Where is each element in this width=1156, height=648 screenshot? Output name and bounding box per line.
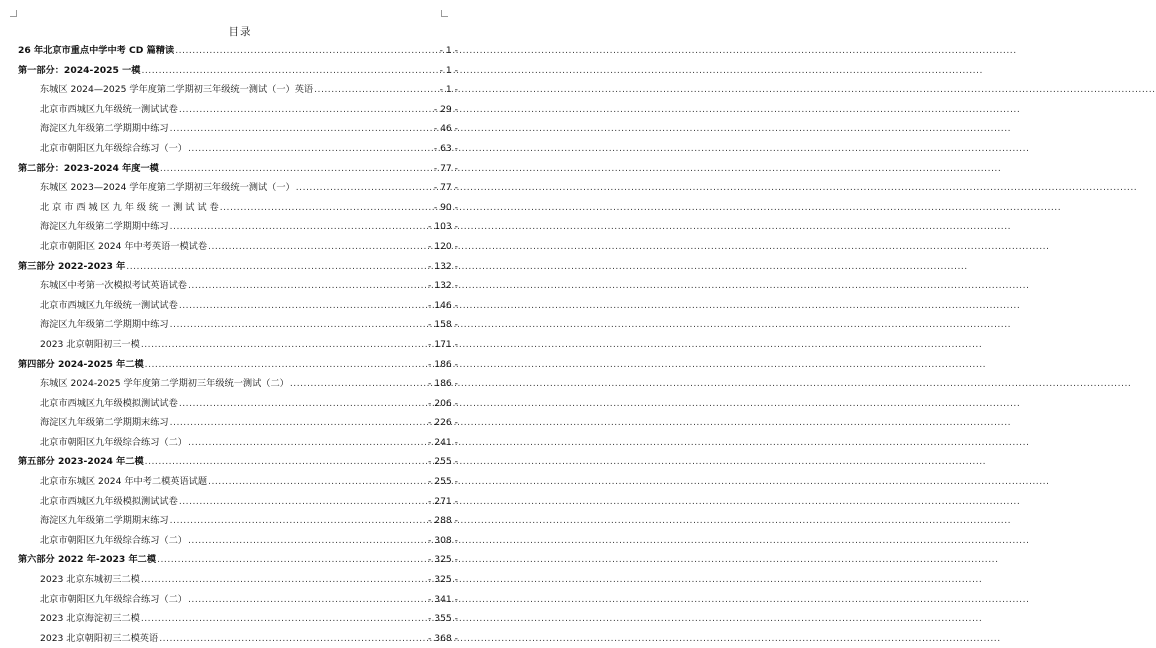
toc-leader-dots xyxy=(141,570,427,590)
toc-leader-dots xyxy=(159,629,427,648)
toc-entry-label: 海淀区九年级第二学期期末练习 xyxy=(40,515,169,527)
toc-entry[interactable] xyxy=(18,237,458,257)
toc-title: 目录 xyxy=(228,26,252,38)
toc-entry[interactable] xyxy=(18,139,458,159)
toc-entry-label: 2023 北京朝阳初三二模英语 xyxy=(40,632,159,644)
toc-leader-dots xyxy=(179,492,427,512)
toc-entry[interactable] xyxy=(18,413,458,433)
toc-leader-dots xyxy=(170,511,427,531)
toc-entry-label: 东城区 2023—2024 学年度第二学期初三年级统一测试（一） xyxy=(40,182,295,194)
toc-page-number: - 341 - xyxy=(427,593,458,605)
toc-leader-dots xyxy=(141,609,427,629)
toc-entry[interactable] xyxy=(18,80,458,100)
toc-entry-label: 北京市朝阳区九年级综合练习（二） xyxy=(40,534,187,546)
toc-leader-dots xyxy=(145,452,427,472)
toc-leader-dots xyxy=(160,159,433,179)
toc-entry[interactable] xyxy=(18,590,458,610)
page-corner-mark xyxy=(441,10,448,17)
toc-section-entry[interactable] xyxy=(18,355,458,375)
toc-page-number: - 158 - xyxy=(427,319,458,331)
toc-leader-dots xyxy=(141,335,427,355)
toc-leader-dots xyxy=(188,590,427,610)
toc-entry[interactable] xyxy=(18,492,458,512)
page-corner-mark xyxy=(10,10,17,17)
toc-section-entry[interactable] xyxy=(18,61,458,81)
toc-page-number: - 186 - xyxy=(427,358,458,370)
toc-entry[interactable] xyxy=(18,531,458,551)
toc-leader-dots xyxy=(141,61,438,81)
toc-leader-dots xyxy=(188,139,433,159)
toc-entry[interactable] xyxy=(18,511,458,531)
toc-entry[interactable] xyxy=(18,374,458,394)
toc-entry-label: 北京市朝阳区九年级综合练习（二） xyxy=(40,593,187,605)
toc-entry[interactable] xyxy=(18,472,458,492)
toc-leader-dots xyxy=(170,217,427,237)
toc-section-entry[interactable] xyxy=(18,257,458,277)
toc-entry[interactable] xyxy=(18,570,458,590)
toc-page-number: - 255 - xyxy=(427,456,458,468)
toc-page-number: - 325 - xyxy=(427,574,458,586)
toc-entry-label: 北京市朝阳区九年级综合练习（一） xyxy=(40,142,187,154)
toc-leader-dots xyxy=(290,374,427,394)
toc-page-number: - 355 - xyxy=(427,613,458,625)
toc-entry-label: 2023 北京朝阳初三一模 xyxy=(40,338,140,350)
toc-entry[interactable] xyxy=(18,629,458,648)
toc-entry-label: 北京市东城区 2024 年中考二模英语试题 xyxy=(40,476,208,488)
toc-page-number: - 271 - xyxy=(427,495,458,507)
toc-page-number: - 206 - xyxy=(427,397,458,409)
toc-entry-label: 北京市西城区九年级模拟测试试卷 xyxy=(40,495,178,507)
toc-page-number: - 120 - xyxy=(427,240,458,252)
toc-entry-label: 第一部分：2024-2025 一模 xyxy=(18,64,141,76)
toc-page-number: - 255 - xyxy=(427,476,458,488)
toc-page-number: - 1 - xyxy=(439,84,458,96)
toc-page-number: - 46 - xyxy=(433,123,458,135)
toc-entry-label: 北京市西城区九年级统一测试试卷 xyxy=(40,299,178,311)
table-of-contents xyxy=(18,41,458,648)
toc-entry-label: 海淀区九年级第二学期期中练习 xyxy=(40,123,169,135)
toc-entry[interactable] xyxy=(18,394,458,414)
toc-section-entry[interactable] xyxy=(18,550,458,570)
toc-leader-dots xyxy=(157,550,427,570)
toc-leader-dots xyxy=(179,394,427,414)
toc-page-number: - 1 - xyxy=(439,45,458,56)
toc-entry-label: 北京市朝阳区 2024 年中考英语一模试卷 xyxy=(40,240,208,252)
toc-leader-dots xyxy=(296,178,433,198)
toc-leader-dots xyxy=(170,315,427,335)
toc-page-number: - 63 - xyxy=(433,142,458,154)
toc-leader-dots xyxy=(208,472,427,492)
toc-page-number: - 186 - xyxy=(427,378,458,390)
toc-entry-label: 2023 北京海淀初三二模 xyxy=(40,613,140,625)
toc-leader-dots xyxy=(188,433,427,453)
toc-page-number: - 146 - xyxy=(427,299,458,311)
toc-leader-dots xyxy=(208,237,427,257)
toc-leader-dots xyxy=(175,41,438,61)
toc-entry[interactable] xyxy=(18,433,458,453)
toc-page-number: - 241 - xyxy=(427,436,458,448)
toc-entry[interactable] xyxy=(18,335,458,355)
toc-entry-label: 第四部分 2024-2025 年二模 xyxy=(18,358,144,370)
toc-section-entry[interactable] xyxy=(18,41,458,61)
toc-page-number: - 226 - xyxy=(427,417,458,429)
toc-leader-dots xyxy=(179,296,427,316)
toc-entry[interactable] xyxy=(18,276,458,296)
toc-leader-dots xyxy=(170,119,433,139)
toc-entry[interactable] xyxy=(18,217,458,237)
toc-entry-label: 第六部分 2022 年-2023 年二模 xyxy=(18,554,157,566)
toc-entry[interactable] xyxy=(18,315,458,335)
toc-entry[interactable] xyxy=(18,119,458,139)
toc-page-number: - 132 - xyxy=(427,260,458,272)
toc-page-number: - 325 - xyxy=(427,554,458,566)
toc-entry-label: 东城区 2024—2025 学年度第二学期初三年级统一测试（一）英语 xyxy=(40,84,314,96)
toc-entry-label: 北京市西城区九年级统一测试试卷 xyxy=(40,103,178,115)
toc-leader-dots xyxy=(220,198,433,218)
toc-page-number: - 103 - xyxy=(427,221,458,233)
toc-section-entry[interactable] xyxy=(18,159,458,179)
toc-section-entry[interactable] xyxy=(18,452,458,472)
toc-leader-dots xyxy=(145,355,427,375)
toc-entry-label: 26 年北京市重点中学中考 CD 篇精读 xyxy=(18,45,175,56)
toc-entry[interactable] xyxy=(18,100,458,120)
toc-leader-dots xyxy=(188,531,427,551)
document-page xyxy=(0,0,480,644)
toc-leader-dots xyxy=(179,100,433,120)
toc-leader-dots xyxy=(126,257,427,277)
toc-entry-label: 海淀区九年级第二学期期末练习 xyxy=(40,417,169,429)
toc-entry-label: 海淀区九年级第二学期期中练习 xyxy=(40,221,169,233)
toc-entry-label: 北京市朝阳区九年级综合练习（二） xyxy=(40,436,187,448)
toc-leader-dots xyxy=(314,80,439,100)
toc-page-number: - 368 - xyxy=(427,632,458,644)
toc-page-number: - 1 - xyxy=(439,64,458,76)
toc-page-number: - 90 - xyxy=(433,201,458,213)
toc-entry-label: 第三部分 2022-2023 年 xyxy=(18,260,126,272)
toc-entry-label: 北 京 市 西 城 区 九 年 级 统 一 测 试 试 卷 xyxy=(40,201,219,213)
toc-entry-label: 第五部分 2023-2024 年二模 xyxy=(18,456,144,468)
toc-entry[interactable] xyxy=(18,178,458,198)
toc-page-number: - 308 - xyxy=(427,534,458,546)
toc-page-number: - 77 - xyxy=(433,162,458,174)
toc-page-number: - 171 - xyxy=(427,338,458,350)
toc-leader-dots xyxy=(170,413,427,433)
toc-entry[interactable] xyxy=(18,296,458,316)
toc-entry-label: 东城区中考第一次模拟考试英语试卷 xyxy=(40,280,187,292)
toc-leader-dots xyxy=(188,276,427,296)
toc-page-number: - 77 - xyxy=(433,182,458,194)
toc-entry-label: 东城区 2024-2025 学年度第二学期初三年级统一测试（二） xyxy=(40,378,289,390)
toc-entry-label: 北京市西城区九年级模拟测试试卷 xyxy=(40,397,178,409)
toc-entry-label: 海淀区九年级第二学期期中练习 xyxy=(40,319,169,331)
toc-entry[interactable] xyxy=(18,198,458,218)
toc-page-number: - 288 - xyxy=(427,515,458,527)
toc-entry-label: 2023 北京东城初三二模 xyxy=(40,574,140,586)
toc-entry[interactable] xyxy=(18,609,458,629)
toc-page-number: - 29 - xyxy=(433,103,458,115)
toc-entry-label: 第二部分：2023-2024 年度一模 xyxy=(18,162,159,174)
toc-page-number: - 132 - xyxy=(427,280,458,292)
